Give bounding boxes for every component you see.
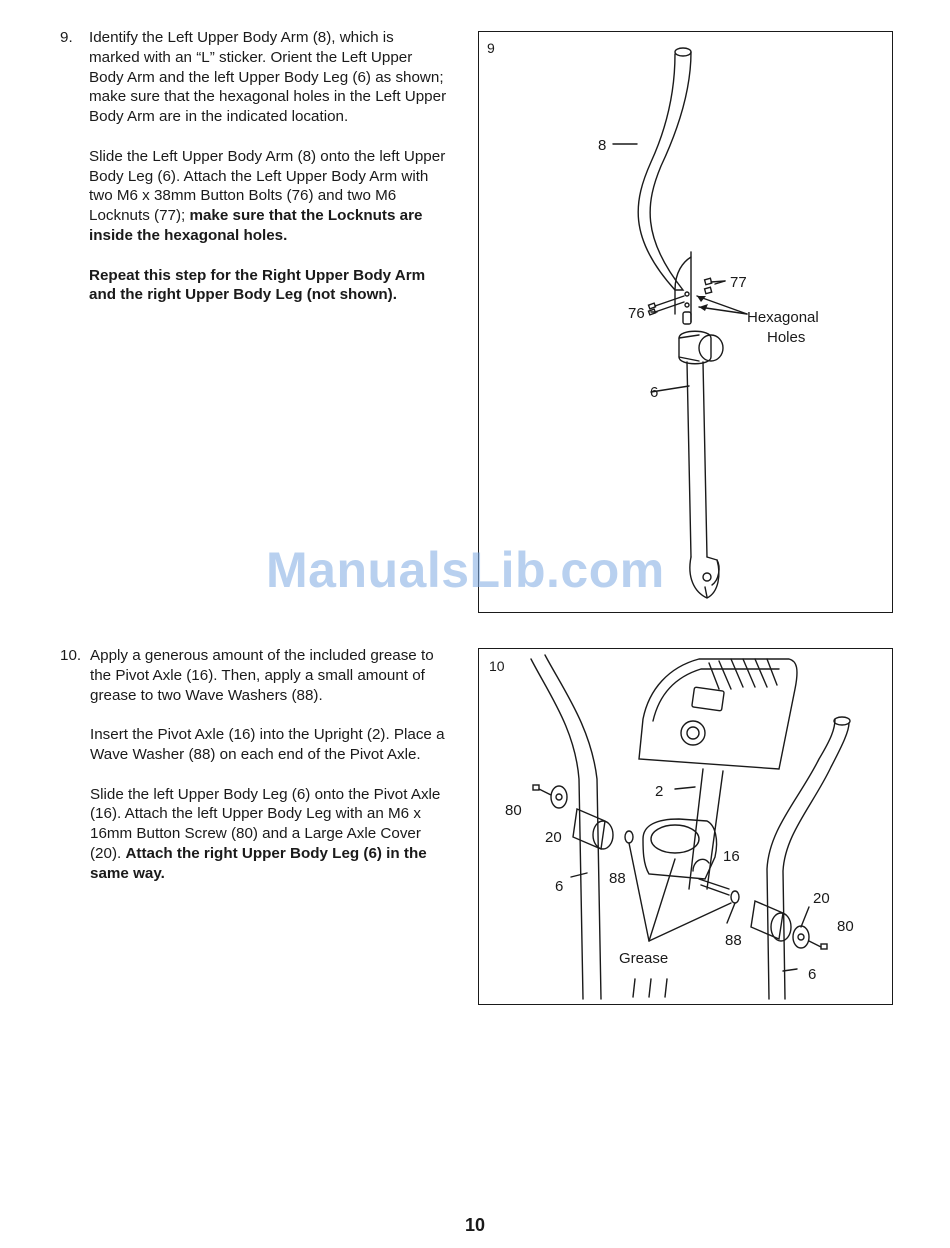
figure-10 (478, 648, 893, 1005)
callout-label: 76 (628, 305, 645, 322)
step-paragraph (89, 28, 448, 127)
paragraph-text: Apply a generous amount of the included grease to the Pivot Axle (16). Then, apply a small amount of grease to two Wave Washers (88). (90, 647, 434, 704)
callout-label: 20 (545, 829, 562, 846)
step-body (90, 646, 448, 884)
figure-9-drawing (479, 32, 893, 613)
page-number: 10 (464, 1215, 486, 1235)
step-paragraph (89, 147, 448, 246)
upper-arm-outline (638, 52, 691, 290)
callout-label: 6 (808, 966, 817, 983)
step-number: 9. (60, 29, 73, 46)
callout-label: Hexagonal (747, 309, 819, 326)
paragraph-text: Insert the Pivot Axle (16) into the Upright (2). Place a Wave Washer (88) on each end of the Pivot Axle. (90, 726, 445, 763)
paragraph-text: Slide the left Upper Body Leg (6) onto the Pivot Axle (16). Attach the left Upper Body Leg with an M6 x 16mm Button Screw (80) and a Large Axle Cover (20). (90, 785, 441, 862)
paragraph-text: Slide the Left Upper Body Arm (8) onto the left Upper Body Leg (6). Attach the Left Upper Body Arm with two M6 x 38mm Button Bolts (76) and two M6 Locknuts (77); (89, 147, 446, 225)
callout-label: Grease (619, 950, 669, 967)
step-paragraph (90, 646, 448, 705)
step-paragraph (90, 725, 448, 765)
paragraph-text: Identify the Left Upper Body Arm (8), which is marked with an “L” sticker. Orient the Left Upper Body Arm and the left Upper Body Leg (6) as shown; make sure that the hexagonal holes in the Left Upper Body Arm are in the indicated location. (89, 29, 447, 126)
step-paragraph (89, 266, 448, 306)
axle-cover-right (793, 926, 809, 948)
callout-label: 80 (837, 918, 854, 935)
callout-label: 6 (650, 384, 659, 401)
arm-top-end (675, 48, 691, 56)
figure-10-drawing (479, 649, 893, 1005)
watermark: ManualsLib.com (266, 542, 665, 598)
figure-number: 10 (489, 658, 505, 674)
step-paragraph (90, 785, 448, 884)
note-text: Repeat this step for the Right Upper Body Arm and the right Upper Body Leg (not shown). (89, 266, 426, 304)
console-display (692, 687, 724, 711)
callout-label: 8 (598, 137, 607, 154)
callout-label: 88 (725, 932, 742, 949)
step-9 (60, 28, 448, 325)
warning-text: make sure that the Locknuts are inside the hexagonal holes. (89, 207, 423, 244)
figure-9 (478, 31, 893, 613)
callout-label: Holes (767, 329, 806, 346)
note-text: Attach the right Upper Body Leg (6) in the same way. (90, 844, 427, 882)
step-body (89, 28, 448, 305)
step-number: 10. (60, 647, 82, 664)
callout-label: 2 (655, 783, 664, 800)
axle-cover-left (551, 786, 567, 808)
callout-label: 16 (723, 848, 740, 865)
callout-label: 20 (813, 890, 830, 907)
callout-label: 88 (609, 870, 626, 887)
figure-number: 9 (487, 40, 495, 56)
step-10 (60, 646, 448, 903)
callout-label: 80 (505, 802, 522, 819)
callout-label: 6 (555, 878, 564, 895)
callout-label: 77 (730, 274, 747, 291)
